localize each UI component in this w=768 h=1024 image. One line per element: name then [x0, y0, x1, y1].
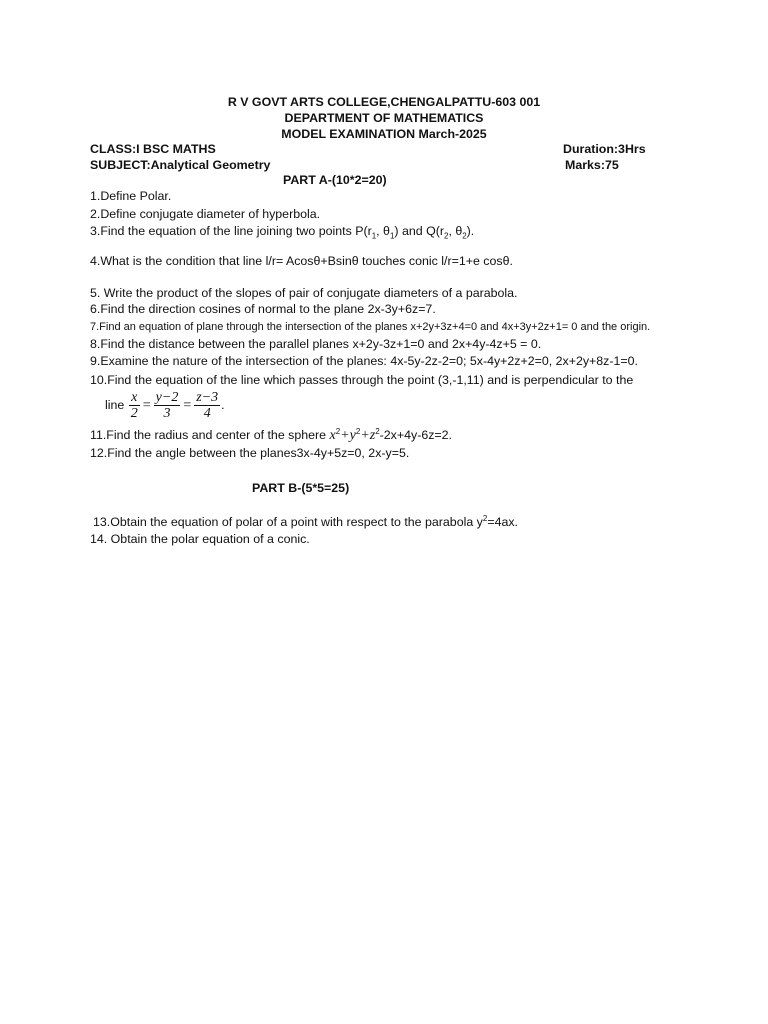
question-4: 4.What is the condition that line l/r= Acosθ+Bsinθ touches conic l/r=1+e cosθ. — [90, 254, 513, 268]
question-3 — [90, 223, 474, 239]
q11-text: 11.Find the radius and center of the sphere — [90, 428, 327, 442]
q13-text: 13.Obtain the equation of polar of a point with respect to the parabola y — [93, 515, 483, 529]
q11-rest: -2x+4y-6z=2. — [379, 428, 452, 442]
plus: + — [360, 428, 370, 443]
q3-text: 3.Find the equation of the line joining two points P(r — [90, 224, 372, 238]
sphere-z: z — [369, 428, 376, 443]
question-14: 14. Obtain the polar equation of a conic. — [90, 532, 310, 546]
q13-exp: 2 — [482, 513, 488, 523]
exp-2: 2 — [335, 426, 341, 436]
question-1: 1.Define Polar. — [90, 189, 172, 203]
q3-sub-2: 1 — [389, 231, 395, 241]
exam-title: MODEL EXAMINATION March-2025 — [281, 127, 487, 141]
subject-label: SUBJECT:Analytical Geometry — [90, 158, 271, 172]
q13-end: =4ax. — [487, 515, 518, 529]
class-label: CLASS:I BSC MATHS — [90, 142, 216, 156]
q3-end: ). — [466, 224, 475, 238]
question-11 — [90, 427, 452, 444]
question-5: 5. Write the product of the slopes of pair of conjugate diameters of a parabola. — [90, 286, 518, 300]
fraction-z-minus-3-over-4: $\frac{z-3}{4}$ — [196, 390, 219, 422]
department-name: DEPARTMENT OF MATHEMATICS — [284, 111, 484, 125]
question-13 — [93, 514, 518, 530]
q3-and: ) and Q(r — [394, 224, 444, 238]
q10-line-label: line — [105, 398, 125, 412]
marks-label: Marks:75 — [565, 158, 619, 172]
equals-sign: = — [142, 398, 151, 413]
question-8: 8.Find the distance between the parallel planes x+2y-3z+1=0 and 2x+4y-4z+5 = 0. — [90, 337, 542, 351]
question-2: 2.Define conjugate diameter of hyperbola. — [90, 207, 321, 221]
college-name: R V GOVT ARTS COLLEGE,CHENGALPATTU-603 001 — [227, 95, 541, 109]
question-10-line-equation — [105, 389, 225, 422]
exp-2: 2 — [375, 426, 380, 436]
question-9: 9.Examine the nature of the intersection of the planes: 4x-5y-2z-2=0; 5x-4y+2z+2=0, 2x+2y+8z-1=0. — [90, 354, 638, 368]
exp-2: 2 — [355, 426, 361, 436]
sphere-y: y — [349, 428, 356, 443]
sphere-x: x — [329, 428, 336, 443]
question-12: 12.Find the angle between the planes3x-4y+5z=0, 2x-y=5. — [90, 446, 410, 460]
part-a-title: PART A-(10*2=20) — [283, 173, 387, 187]
q3-mid: , θ — [376, 224, 390, 238]
q10-end: . — [221, 398, 225, 412]
q3-sub-3: 2 — [443, 231, 449, 241]
question-7: 7.Find an equation of plane through the intersection of the planes x+2y+3z+4=0 and 4x+3y+2z+1= 0 and the origin. — [90, 321, 651, 333]
equals-sign: = — [183, 398, 192, 413]
q3-mid-2: , θ — [448, 224, 463, 238]
plus: + — [340, 428, 350, 443]
q3-sub-1: 1 — [371, 231, 377, 241]
fraction-x-over-2: $\frac{x}{2}$ — [130, 390, 138, 422]
part-b-title: PART B-(5*5=25) — [252, 481, 350, 495]
duration-label: Duration:3Hrs — [563, 142, 646, 156]
question-10: 10.Find the equation of the line which passes through the point (3,-1,11) and is perpendicular to the — [90, 373, 634, 387]
q3-sub-4: 2 — [462, 231, 467, 241]
fraction-y-minus-2-over-3: $\frac{y-2}{3}$ — [155, 390, 179, 422]
question-6: 6.Find the direction cosines of normal to the plane 2x-3y+6z=7. — [90, 302, 436, 316]
